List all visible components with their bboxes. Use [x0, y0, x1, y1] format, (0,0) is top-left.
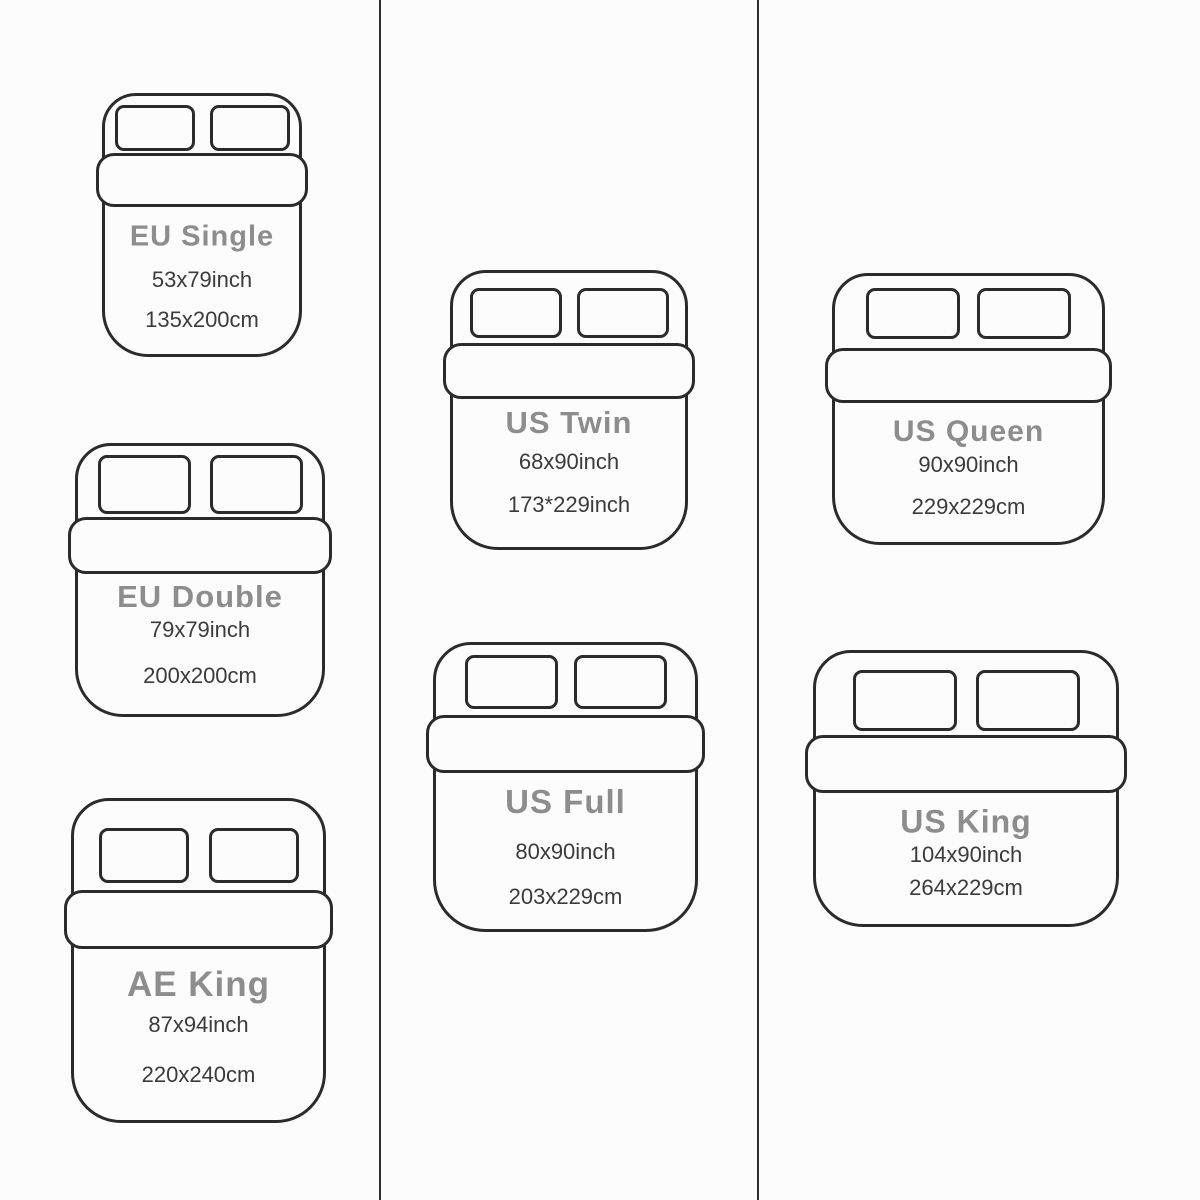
bed-size-inches: 90x90inch — [918, 452, 1019, 477]
pillow-icon — [210, 455, 303, 514]
bed-size-cm: 229x229cm — [911, 494, 1026, 519]
bed-diagram-us-queen — [825, 273, 1112, 545]
bed-size-name: US Queen — [892, 415, 1045, 448]
pillow-icon — [465, 655, 558, 709]
pillow-icon — [98, 455, 191, 514]
bed-size-inches: 68x90inch — [518, 449, 620, 474]
bed-pillows — [75, 455, 325, 514]
bed-size-name: US King — [900, 803, 1032, 840]
bed-diagram-ae-king — [64, 798, 333, 1123]
blanket-fold — [805, 735, 1127, 793]
bed-size-cm: 220x240cm — [141, 1062, 256, 1087]
bed-diagram-us-king — [805, 650, 1127, 927]
bed-pillows — [102, 105, 302, 151]
pillow-icon — [977, 288, 1071, 339]
pillow-icon — [115, 105, 195, 151]
blanket-fold — [96, 153, 308, 207]
bed-diagram-us-twin — [443, 270, 695, 550]
bed-size-inches: 53x79inch — [151, 267, 253, 292]
bed-size-cm: 200x200cm — [143, 663, 257, 688]
bed-diagram-eu-single — [96, 93, 308, 357]
pillow-icon — [99, 828, 189, 883]
pillow-icon — [470, 288, 562, 338]
bed-size-inches: 79x79inch — [149, 617, 251, 642]
column-divider-line — [757, 0, 759, 1200]
blanket-fold — [825, 348, 1112, 403]
bed-size-cm: 173*229inch — [507, 492, 631, 517]
bed-size-name: US Full — [505, 783, 626, 820]
blanket-fold — [426, 715, 705, 773]
bed-size-cm: 203x229cm — [508, 884, 623, 909]
bed-size-name: EU Double — [117, 579, 283, 614]
column-divider-line — [379, 0, 381, 1200]
pillow-icon — [209, 828, 299, 883]
pillow-icon — [866, 288, 960, 339]
bed-diagram-us-full — [426, 642, 705, 932]
blanket-fold — [443, 343, 695, 399]
bed-size-inches: 80x90inch — [515, 839, 616, 864]
bed-diagram-eu-double — [68, 443, 332, 717]
pillow-icon — [853, 670, 957, 731]
pillow-icon — [976, 670, 1080, 731]
pillow-icon — [574, 655, 667, 709]
bed-size-cm: 135x200cm — [145, 307, 259, 332]
bed-size-inches: 104x90inch — [909, 842, 1023, 867]
blanket-fold — [64, 890, 333, 949]
pillow-icon — [577, 288, 669, 338]
bed-size-name: AE King — [126, 965, 271, 1004]
bed-size-name: EU Single — [129, 220, 275, 253]
bed-pillows — [813, 670, 1119, 731]
bed-pillows — [71, 828, 326, 883]
bed-size-inches: 87x94inch — [148, 1012, 249, 1037]
bed-pillows — [433, 655, 698, 709]
bed-pillows — [450, 288, 688, 338]
blanket-fold — [68, 517, 332, 574]
bed-size-cm: 264x229cm — [909, 875, 1023, 900]
bed-size-name: US Twin — [505, 405, 633, 440]
pillow-icon — [210, 105, 290, 151]
bed-pillows — [832, 288, 1105, 339]
